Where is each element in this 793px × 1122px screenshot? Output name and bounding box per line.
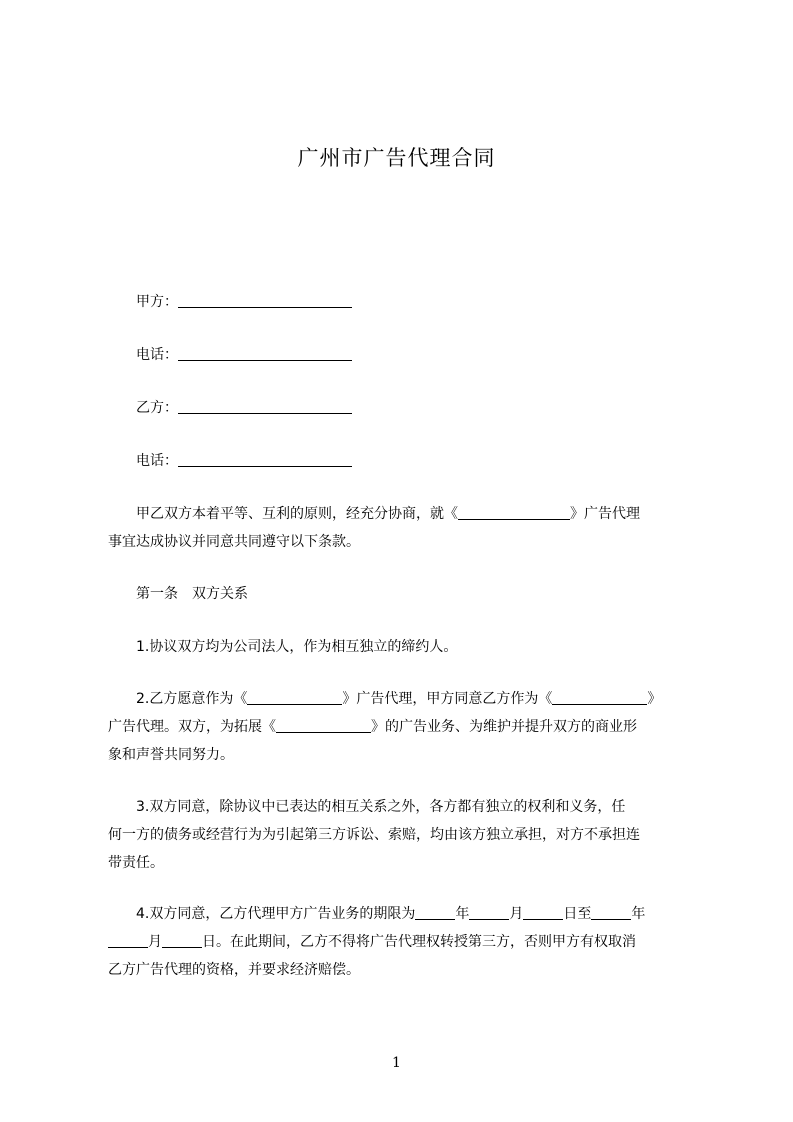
clause-4-line-3: 乙方广告代理的资格，并要求经济赔偿。 xyxy=(108,962,360,978)
clause-2-text-a: 2.乙方愿意作为《 xyxy=(136,691,248,707)
end-day-blank[interactable] xyxy=(162,933,202,948)
clause-2-line-2 xyxy=(108,717,637,737)
clause-4-year-2: 年 xyxy=(631,906,646,922)
party-b-phone-label: 电话： xyxy=(136,453,178,469)
clause-2-line-1 xyxy=(136,689,661,709)
intro-text-a: 甲乙双方本着平等、互利的原则，经充分协商，就《 xyxy=(136,506,458,522)
intro-line-2: 事宜达成协议并同意共同遵守以下条款。 xyxy=(108,534,360,550)
clause-4-month-2: 月 xyxy=(148,934,162,950)
project-name-blank[interactable] xyxy=(458,505,570,520)
party-a-phone-label: 电话： xyxy=(136,347,178,363)
intro-text-b: 》广告代理 xyxy=(570,506,640,522)
clause-4-month: 月 xyxy=(509,906,524,922)
clause-2-line-3: 象和声誉共同努力。 xyxy=(108,747,234,763)
clause-4-day-to: 日至 xyxy=(563,906,592,922)
clause-2-blank-1[interactable] xyxy=(247,690,342,705)
clause-4-line-2 xyxy=(108,932,636,952)
clause-4-year: 年 xyxy=(455,906,470,922)
party-b-blank[interactable] xyxy=(178,399,352,414)
clause-3-line-2: 何一方的债务或经营行为为引起第三方诉讼、索赔，均由该方独立承担，对方不承担连 xyxy=(108,827,640,843)
party-a-phone-field xyxy=(136,345,352,365)
clause-2-text-b: 》广告代理，甲方同意乙方作为《 xyxy=(342,691,553,707)
party-b-phone-blank[interactable] xyxy=(178,452,352,467)
article-1-heading: 第一条 双方关系 xyxy=(136,586,248,602)
clause-4-text-b: 日。在此期间，乙方不得将广告代理权转授第三方，否则甲方有权取消 xyxy=(202,934,636,950)
intro-line-1 xyxy=(136,504,640,524)
clause-2-blank-3[interactable] xyxy=(276,718,371,733)
party-a-blank[interactable] xyxy=(178,293,352,308)
party-a-field xyxy=(136,292,352,312)
clause-2-text-e: 》的广告业务、为维护并提升双方的商业形 xyxy=(371,719,637,735)
page-number: 1 xyxy=(392,1055,401,1071)
end-year-blank[interactable] xyxy=(591,905,631,920)
clause-3-line-3: 带责任。 xyxy=(108,855,164,871)
clause-2-text-d: 广告代理。双方，为拓展《 xyxy=(108,719,276,735)
end-month-blank[interactable] xyxy=(108,933,148,948)
start-year-blank[interactable] xyxy=(415,905,455,920)
clause-2-blank-2[interactable] xyxy=(552,690,647,705)
party-b-field xyxy=(136,398,352,418)
party-b-label: 乙方： xyxy=(136,400,178,416)
clause-4-line-1 xyxy=(136,904,645,924)
party-b-phone-field xyxy=(136,451,352,471)
start-month-blank[interactable] xyxy=(469,905,509,920)
clause-2-text-c: 》 xyxy=(647,691,662,707)
clause-1: 1.协议双方均为公司法人，作为相互独立的缔约人。 xyxy=(136,639,458,655)
document-title: 广州市广告代理合同 xyxy=(297,146,496,170)
party-a-phone-blank[interactable] xyxy=(178,346,352,361)
clause-4-text-a: 4.双方同意，乙方代理甲方广告业务的期限为 xyxy=(136,906,416,922)
party-a-label: 甲方： xyxy=(136,294,178,310)
clause-3-line-1: 3.双方同意，除协议中已表达的相互关系之外，各方都有独立的权利和义务，任 xyxy=(136,799,626,815)
start-day-blank[interactable] xyxy=(523,905,563,920)
